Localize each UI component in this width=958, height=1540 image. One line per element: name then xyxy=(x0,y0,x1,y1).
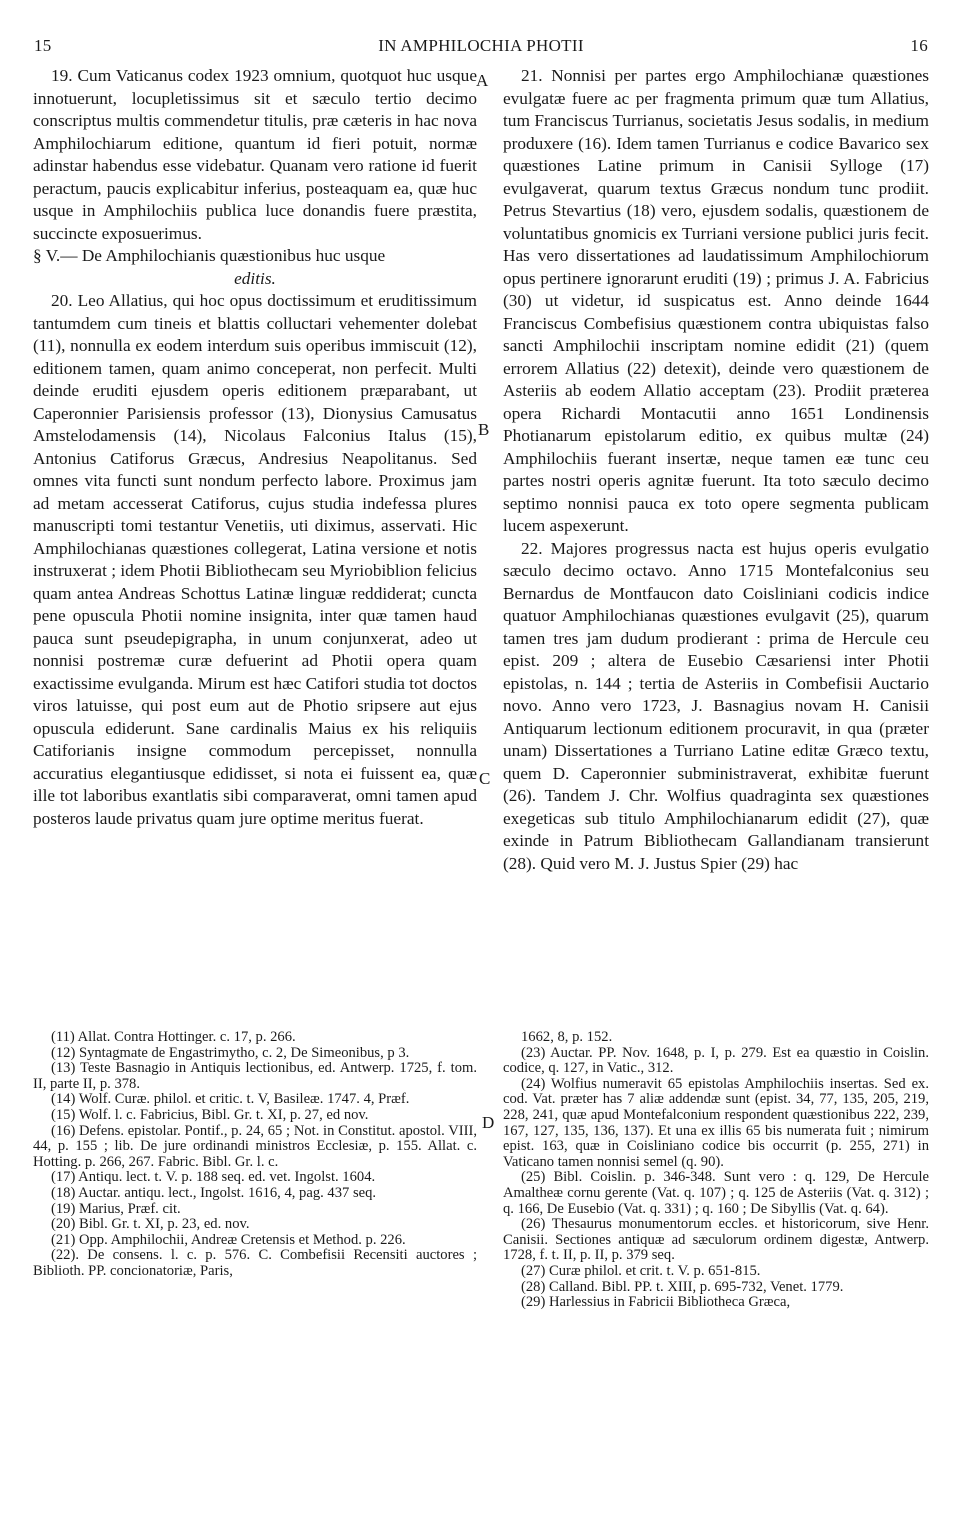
running-title: IN AMPHILOCHIA PHOTII xyxy=(378,36,584,55)
footnote: (24) Wolfius numeravit 65 epistolas Amphilochiis insertas. Sed ex. cod. Vat. præter has 7 aliæ addendæ sunt (epist. 34, 77, 135, 205, 219, 228, 241, quæ apud Montefalconium respondent quæstionibus 222, 239, 167, 127, 135, 136, 137). Et una ex illis 65 bis numerata fuit ; nimirum epist. 163, quæ in Coisliniano codice bis occurrit (p. 255, 271) in Vaticano tamen nonnisi semel (q. 90). xyxy=(503,1075,929,1170)
footnote: (17) Antiqu. lect. t. V. p. 188 seq. ed. vet. Ingolst. 1604. xyxy=(51,1169,376,1186)
paragraph-22: 22. Majores progressus nacta est hujus operis evulgatio sæculo decimo octavo. Anno 1715 Montefalconius seu Bernardus de Montfaucon dato Coisliniani codicis indice quatuor Amphilochianas quæstiones evulgavit (25), quarum tamen tres jam dudum prodierant : prima de Hercule ceu epist. 209 ; altera de Eusebio Cæsariensi inter Photii epistolas, n. 144 ; tertia de Asteriis in Combefisii Auctario novo. Anno vero 1723, J. Basnagius novam H. Canisii Antiquarum lectionum editionem procuravit, in qua (præter unam) Dissertationes a Turriano Latine editæ Græco textu, quem D. Caperonnier subministraverat, exhibitæ fuerunt (26). Tandem J. Chr. Wolfius quadraginta sex quæstiones exegeticas sub titulo Amphilochianarum edidit (27), quæ exinde in Patrum Bibliothecam Gallandianam transierunt (28). Quid vero M. J. Justus Spier (29) hac xyxy=(503,538,929,873)
margin-marker-a: A xyxy=(476,71,489,90)
paragraph-19: 19. Cum Vaticanus codex 1923 omnium, quotquot huc usque innotuerunt, locupletissimus sit et sæculo tertio decimo conscriptus multis commendetur titulis, præ cæteris in hac nova Amphilochiarum editione, quantum id fieri potuit, normæ adinstar habendus esse videbatur. Quanam vero ratione id fuerit peractum, paucis explicabitur inferius, posteaquam ea, quæ huc usque in Amphilochiis publica luce donandis fuere præstita, succincte exposuerimus. xyxy=(33,66,477,243)
page-number-left: 15 xyxy=(34,36,52,55)
footnote: (19) Marius, Præf. cit. xyxy=(51,1200,181,1217)
section-heading: § V.— De Amphilochianis quæstionibus huc usque xyxy=(33,246,386,265)
footnote: (27) Curæ philol. et crit. t. V. p. 651-815. xyxy=(521,1262,761,1279)
margin-marker-b: B xyxy=(478,420,490,439)
footnote: (28) Calland. Bibl. PP. t. XIII, p. 695-732, Venet. 1779. xyxy=(521,1278,844,1295)
footnote-continuation: 1662, 8, p. 152. xyxy=(521,1029,613,1045)
left-column xyxy=(33,65,477,830)
footnotes-right xyxy=(503,1030,929,1311)
footnote: (18) Auctar. antiqu. lect., Ingolst. 1616, 4, pag. 437 seq. xyxy=(51,1184,377,1201)
running-header xyxy=(34,36,928,60)
footnote: (21) Opp. Amphilochii, Andreæ Cretensis et Method. p. 226. xyxy=(51,1231,406,1248)
footnote: (13) Teste Basnagio in Antiquis lectionibus, ed. Antwerp. 1725, f. tom. II, parte II, p. 378. xyxy=(33,1060,477,1092)
footnotes-left xyxy=(33,1030,477,1280)
footnote: (20) Bibl. Gr. t. XI, p. 23, ed. nov. xyxy=(51,1216,250,1233)
margin-marker-c: C xyxy=(479,769,491,788)
footnote: (11) Allat. Contra Hottinger. c. 17, p. 266. xyxy=(51,1029,296,1045)
right-column xyxy=(503,65,929,875)
footnote: (23) Auctar. PP. Nov. 1648, p. I, p. 279. Est ea quæstio in Coislin. codice, q. 127, in Vatic., 312. xyxy=(503,1044,929,1077)
footnote: (12) Syntagmate de Engastrimytho, c. 2, De Simeonibus, p 3. xyxy=(51,1044,410,1061)
section-heading-continuation: editis. xyxy=(234,268,276,288)
paragraph-21: 21. Nonnisi per partes ergo Amphilochianæ quæstiones evulgatæ fuere ac per fragmenta primum quæ tum Allatius, tum Franciscus Turrianus, societatis Jesus sodalis, in medium produxere (16). Idem tamen Turrianus e codice Bavarico sex quæstiones Latine primum in Canisii Sylloge (17) evulgaverat, quarum textus Græcus nondum tunc prodiit. Petrus Stevartius (18) vero, ejusdem sodalis, quæstionem de voluntatibus gnomicis ex Turriani versione publici juris fecit. Has vero dissertationes ad laudatissimum Amphilochiorum opus pertinere ignorarunt eruditi (19) ; primus J. A. Fabricius (30) ut videtur, id suspicatus est. Anno deinde 1644 Franciscus Combefisius quæstionem contra ubiquistas falso sancti Amphilochii inscriptam nomine edidit (21) (quem errorem Allatius (22) detexit), deinde vero quæstionem de Asteriis ab eodem Allatio acceptam (23). Prodiit præterea opera Richardi Montacutii anno 1651 Londinensis Photianarum epistolarum editio, ex quibus multæ (24) Amphilochiis fuerant insertæ, neque tamen eæ tunc ceu partes nostri operis agnitæ fuerunt. Ita toto sæculo decimo septimo nonnisi pauca ex toto opere segmenta publicam lucem aspexerunt. xyxy=(503,66,929,535)
footnote: (16) Defens. epistolar. Pontif., p. 24, 65 ; Not. in Constitut. apostol. VIII, 44, p. 155 ; lib. De jure ordinandi ministros Ecclesiæ, p. 155. Allat. c. Hotting. p. 266, 267. Fabric. Bibl. Gr. l. c. xyxy=(33,1122,477,1170)
footnote: (26) Thesaurus monumentorum eccles. et historicorum, sive Henr. Canisii. Sectiones antiquæ ad sæculorum ordinem digestæ, Antwerp. 1728, f. t. II, p. II, p. 379 seq. xyxy=(503,1216,929,1264)
margin-marker-d: D xyxy=(482,1113,495,1132)
paragraph-20: 20. Leo Allatius, qui hoc opus doctissimum et eruditissimum tantumdem cum tineis et blattis colluctari vehementer dolebat (11), nonnulla ex eodem interdum suis operibus immiscuit (12), editionem tamen, quam animo conceperat, non perfecit. Multi deinde eruditi ejusdem operis editionem præparabant, ut Caperonnier Parisiensis professor (13), Dionysius Camusatus Amstelodamensis (14), Nicolaus Falconius Italus (15), Antonius Catiforus Græcus, Andresius Neapolitanus. Sed omnes vita functi sunt nondum perfecto labore. Proximus jam ad metam accesserat Catiforus, cujus studia indefessa plures manuscripti tomi testantur Venetiis, uti diximus, asservati. Hic Amphilochianas quæstiones collegerat, Latina versione et notis instruxerat ; idem Photii Bibliothecam seu Myriobiblion felicius quam antea Andreas Schottus Latinæ linguæ reddiderat; cuncta pene opuscula Photii nomine insignita, inter quæ tamen haud pauca sunt pseudepigrapha, in unum conjunxerat, adeo ut nonnisi postremæ curæ defuerint ad Photii opera quam exactissime evulganda. Mirum est hæc Catifori studia tot doctos viros latuisse, qui post eum aut de Photio sripsere aut ejus opuscula ediderunt. Sane cardinalis Maius ex his reliquiis Catiforianis insigne commodum percepisset, nonnulla accuratius elegantiusque edidisset, si nota ei fuissent ea, quæ ille tot laboribus exantlatis sibi comparaverat, omni tamen apud posteros laude privatus quam jure optime meritus fuerat. xyxy=(33,291,477,828)
page-number-right: 16 xyxy=(910,36,928,55)
footnote: (15) Wolf. l. c. Fabricius, Bibl. Gr. t. XI, p. 27, ed nov. xyxy=(51,1106,369,1123)
footnote: (25) Bibl. Coislin. p. 346-348. Sunt vero : q. 129, De Hercule Amaltheæ cornu gerente (Vat. q. 107) ; q. 125 de Asteriis (Vat. q. 312) ; q. 166, De Eusebio (Vat. q. 331) ; q. 160 ; De Sibyllis (Vat. q. 64). xyxy=(503,1169,929,1217)
footnote: (14) Wolf. Curæ. philol. et critic. t. V, Basileæ. 1747. 4, Præf. xyxy=(51,1091,410,1108)
footnote: (22). De consens. l. c. p. 576. C. Combefisii Recensiti auctores ; Biblioth. PP. concionatoriæ, Paris, xyxy=(33,1247,477,1279)
footnote: (29) Harlessius in Fabricii Bibliotheca Græca, xyxy=(521,1294,791,1311)
